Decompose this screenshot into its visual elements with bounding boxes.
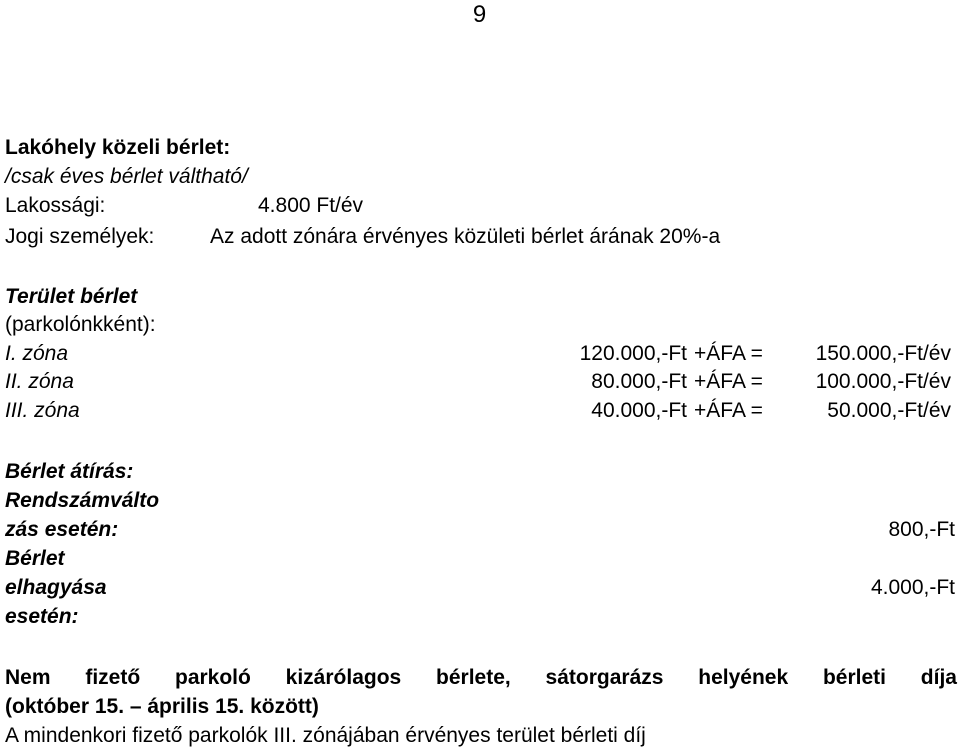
zone-3-gross: 50.000,-Ft/év — [827, 399, 951, 422]
area-pass-subheading: (parkolónkként): — [5, 313, 156, 336]
lost-pass-label-line2: elhagyása — [5, 576, 107, 599]
resident-pass-note: /csak éves bérlet váltható/ — [5, 165, 248, 188]
zone-1-label: I. zóna — [5, 342, 69, 365]
plate-change-fee: 800,-Ft — [888, 518, 955, 541]
legal-entity-label: Jogi személyek: — [5, 225, 155, 248]
exclusive-rental-line2: (október 15. – április 15. között) — [5, 695, 319, 718]
zone-3-vat: +ÁFA = — [694, 399, 763, 422]
zone-2-net: 80.000,-Ft — [591, 370, 687, 393]
zone-1-vat: +ÁFA = — [694, 342, 763, 365]
zone-1-net: 120.000,-Ft — [579, 342, 687, 365]
lost-pass-label-line3: esetén: — [5, 605, 79, 628]
zone-3-label: III. zóna — [5, 399, 80, 422]
page-number: 9 — [472, 1, 487, 28]
area-pass-heading: Terület bérlet — [5, 285, 138, 308]
plate-change-label-line1: Rendszámválto — [5, 489, 160, 512]
resident-pass-heading: Lakóhely közeli bérlet: — [5, 136, 231, 159]
zone-3-net: 40.000,-Ft — [591, 399, 687, 422]
exclusive-rental-line1: Nem fizető parkoló kizárólagos bérlete, sátorgarázs helyének bérleti díja — [5, 666, 957, 689]
lost-pass-label-line1: Bérlet — [5, 547, 65, 570]
zone-2-label: II. zóna — [5, 370, 74, 393]
transfer-heading: Bérlet átírás: — [5, 460, 134, 483]
plate-change-label-line2: zás esetén: — [5, 518, 119, 541]
zone-2-vat: +ÁFA = — [694, 370, 763, 393]
legal-entity-value: Az adott zónára érvényes közületi bérlet árának 20%-a — [210, 225, 721, 248]
zone-1-gross: 150.000,-Ft/év — [815, 342, 951, 365]
exclusive-rental-line3: A mindenkori fizető parkolók III. zónájában érvényes terület bérleti díj — [5, 724, 646, 747]
zone-2-gross: 100.000,-Ft/év — [815, 370, 951, 393]
lost-pass-fee: 4.000,-Ft — [870, 576, 955, 599]
residential-value: 4.800 Ft/év — [258, 194, 364, 217]
residential-label: Lakossági: — [5, 194, 106, 217]
